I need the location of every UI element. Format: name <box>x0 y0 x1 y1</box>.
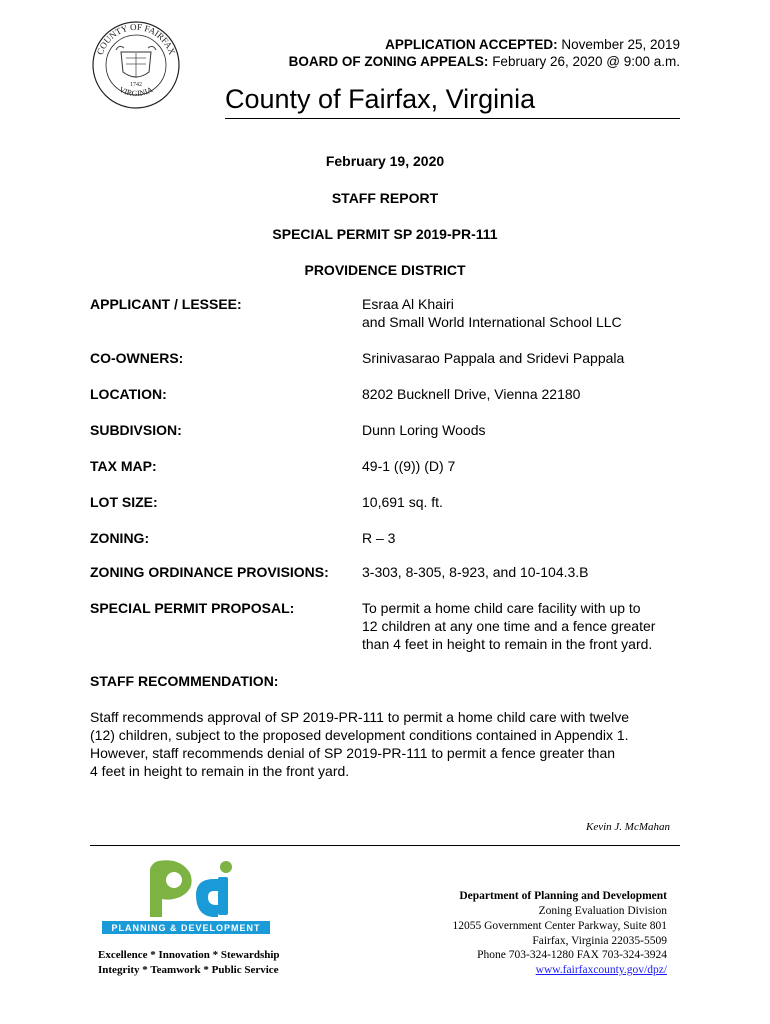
department-address1: 12055 Government Center Parkway, Suite 801 <box>452 920 667 932</box>
location-label: LOCATION: <box>90 386 167 402</box>
recommendation-line2: (12) children, subject to the proposed development conditions contained in Appendix 1. <box>90 727 629 743</box>
zoning-label: ZONING: <box>90 530 150 546</box>
recommendation-line1: Staff recommends approval of SP 2019-PR-111 to permit a home child care with twelve <box>90 709 630 725</box>
report-type: STAFF REPORT <box>331 190 439 206</box>
seal-bottom-text: VIRGINIA <box>117 84 155 99</box>
department-address2: Fairfax, Virginia 22035-5509 <box>532 935 667 947</box>
county-seal <box>91 20 181 110</box>
bza-value: February 26, 2020 @ 9:00 a.m. <box>492 54 680 69</box>
provisions-label: ZONING ORDINANCE PROVISIONS: <box>90 564 329 580</box>
bza-line <box>289 53 680 70</box>
recommendation-line4: 4 feet in height to remain in the front yard. <box>90 763 350 779</box>
accepted-label: APPLICATION ACCEPTED: <box>385 37 558 52</box>
recommendation-heading: STAFF RECOMMENDATION: <box>90 673 279 689</box>
report-date: February 19, 2020 <box>325 153 445 169</box>
coowners-label: CO-OWNERS: <box>90 350 184 366</box>
taxmap-label: TAX MAP: <box>90 458 157 474</box>
proposal-line3: than 4 feet in height to remain in the front yard. <box>362 636 653 652</box>
seal-top-text: COUNTY OF FAIRFAX <box>94 21 178 57</box>
signature: Kevin J. McMahan <box>586 821 670 833</box>
department-division: Zoning Evaluation Division <box>538 905 667 917</box>
proposal-line1: To permit a home child care facility with up to <box>362 600 641 616</box>
department-phone: Phone 703-324-1280 FAX 703-324-3924 <box>477 949 667 961</box>
subdivision-value: Dunn Loring Woods <box>362 422 486 438</box>
taxmap-value: 49-1 ((9)) (D) 7 <box>362 458 456 474</box>
footer-divider <box>90 845 680 846</box>
subdivision-label: SUBDIVSION: <box>90 422 182 438</box>
proposal-label: SPECIAL PERMIT PROPOSAL: <box>90 600 295 616</box>
district-name: PROVIDENCE DISTRICT <box>304 262 466 278</box>
lotsize-label: LOT SIZE: <box>90 494 158 510</box>
application-accepted-line <box>385 36 680 53</box>
zoning-value: R – 3 <box>362 530 396 546</box>
location-value: 8202 Bucknell Drive, Vienna 22180 <box>362 386 581 402</box>
logo-banner-text: PLANNING & DEVELOPMENT <box>111 923 261 933</box>
motto-line1: Excellence * Innovation * Stewardship <box>98 949 280 961</box>
header-divider <box>225 118 680 119</box>
lotsize-value: 10,691 sq. ft. <box>362 494 443 510</box>
accepted-value: November 25, 2019 <box>561 37 680 52</box>
applicant-line2: and Small World International School LLC <box>362 314 622 330</box>
svg-text:COUNTY OF FAIRFAX <box>95 22 178 57</box>
permit-number: SPECIAL PERMIT SP 2019-PR-111 <box>272 226 498 242</box>
proposal-line2: 12 children at any one time and a fence greater <box>362 618 656 634</box>
recommendation-line3: However, staff recommends denial of SP 2019-PR-111 to permit a fence greater than <box>90 745 616 761</box>
coowners-value: Srinivasarao Pappala and Sridevi Pappala <box>362 350 625 366</box>
applicant-line1: Esraa Al Khairi <box>362 296 454 312</box>
department-name: Department of Planning and Development <box>459 890 667 902</box>
bza-label: BOARD OF ZONING APPEALS: <box>288 54 489 69</box>
provisions-value: 3-303, 8-305, 8-923, and 10-104.3.B <box>362 564 589 580</box>
department-website-link[interactable]: www.fairfaxcounty.gov/dpz/ <box>535 964 667 976</box>
seal-year: 1742 <box>130 82 142 88</box>
planning-development-logo <box>100 855 275 940</box>
applicant-label: APPLICANT / LESSEE: <box>90 296 242 312</box>
county-title: County of Fairfax, Virginia <box>225 84 536 114</box>
motto-line2: Integrity * Teamwork * Public Service <box>98 964 279 976</box>
